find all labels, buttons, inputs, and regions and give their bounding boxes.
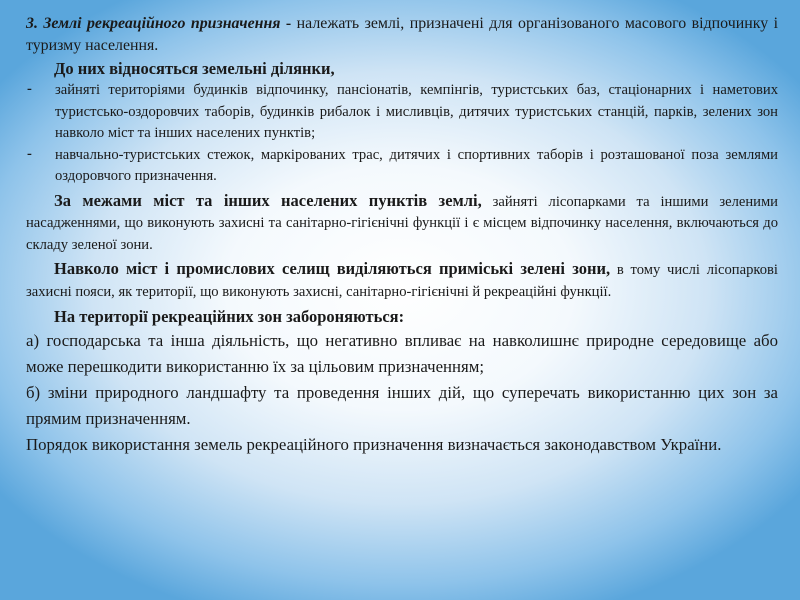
- intro-title: 3. Землі рекреаційного призначення: [26, 15, 281, 32]
- suburban-zone-lead: Навколо міст і промислових селищ виділяються приміські зелені зони,: [54, 259, 611, 278]
- list-item: [26, 145, 778, 188]
- intro-text: належать землі, призначені для організованого масового відпочинку і туризму населення.: [26, 15, 778, 54]
- list-item-text: зайняті територіями будинків відпочинку, пансіонатів, кемпінгів, туристських баз, стаціонарних і наметових туристсько-оздоровчих таборів, будинків рибалок і мисливців, дитячих туристських станцій, парків, зелених зон навколо міст та інших населених пунктів;: [55, 82, 778, 141]
- green-zone-paragraph: [26, 190, 778, 257]
- includes-heading: До них відносяться земельні ділянки,: [54, 59, 335, 78]
- list-item: [26, 80, 778, 145]
- slide-content: [26, 13, 778, 458]
- intro-separator: -: [280, 15, 297, 32]
- bullet-dash: -: [27, 145, 32, 162]
- prohibited-item-b: б) зміни природного ландшафту та проведення інших дій, що суперечать використанню цих зон за прямим призначенням.: [26, 383, 778, 428]
- land-plots-list: [26, 80, 778, 188]
- suburban-zone-text: в тому числі лісопаркові захисні пояси, як території, що виконують захисні, санітарно-гігієнічні й рекреаційні функції.: [26, 262, 778, 300]
- list-item-text: навчально-туристських стежок, маркірованих трас, дитячих і спортивних таборів і розташованої поза землями оздоровчого призначення.: [55, 146, 778, 184]
- prohibited-item-a: а) господарська та інша діяльність, що негативно впливає на навколишнє природне середовище або може перешкодити використанню їх за цільовим призначенням;: [26, 331, 778, 376]
- closing-paragraph: Порядок використання земель рекреаційного призначення визначається законодавством України.: [26, 435, 722, 454]
- bullet-dash: -: [27, 81, 32, 97]
- green-zone-lead: За межами міст та інших населених пунктів землі,: [54, 190, 482, 210]
- prohibited-heading: На території рекреаційних зон забороняються:: [54, 307, 405, 326]
- green-zone-text: зайняті лісопарками та іншими зеленими насадженнями, що виконують захисні та санітарно-гігієнічні функції і є місцем відпочинку населення, включаються до складу зеленої зони.: [26, 193, 778, 253]
- suburban-zone-paragraph: [26, 258, 778, 303]
- intro-paragraph: [26, 13, 778, 57]
